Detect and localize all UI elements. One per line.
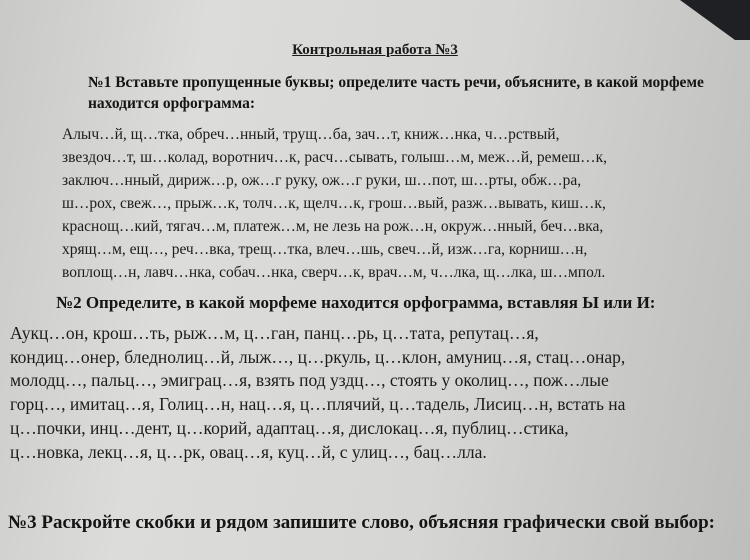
task1-heading: №1 Вставьте пропущенные буквы; определите часть речи, объясните, в какой морфеме находится орфограмма: xyxy=(88,74,704,112)
task3-heading: №3 Раскройте скобки и рядом запишите слово, объясняя графически свой выбор: xyxy=(8,512,715,533)
task1-line: Алыч…й, щ…тка, обреч…нный, трущ…ба, зач…т, книж…нка, ч…рствый, xyxy=(62,126,560,143)
task2-heading: №2 Определите, в какой морфеме находится орфограмма, вставляя Ы или И: xyxy=(56,293,656,312)
task2-line: ц…почки, инц…дент, ц…корий, адаптац…я, дислокац…я, публиц…стика, xyxy=(10,417,569,438)
task1-words xyxy=(62,123,607,284)
task2-words xyxy=(10,322,625,464)
task2-line: молодц…, пальц…, эмиграц…я, взять под уздц…, стоять у околиц…, пож…лые xyxy=(10,370,609,391)
task1-line: воплощ…н, лавч…нка, собач…нка, сверч…к, врач…м, ч…лка, щ…лка, ш…мпол. xyxy=(62,264,606,281)
task2-line: ц…новка, лекц…я, ц…рк, овац…я, куц…й, с улиц…, бац…лла. xyxy=(10,441,487,462)
task1-line: ш…рох, свеж…, прыж…к, толч…к, щелч…к, грош…вый, разж…вывать, киш…к, xyxy=(62,195,606,212)
task2-line: Аукц…он, крош…ть, рыж…м, ц…ган, панц…рь, ц…тата, репутац…я, xyxy=(10,323,539,343)
task2-line: горц…, имитац…я, Голиц…н, нац…я, ц…плячий, ц…тадель, Лисиц…н, встать на xyxy=(10,394,626,415)
task2-line: кондиц…онер, бледнолиц…й, лыж…, ц…ркуль, ц…клон, амуниц…я, стац…онар, xyxy=(10,346,626,367)
task1-line: звездоч…т, ш…колад, воротнич…к, расч…сывать, голыш…м, меж…й, ремеш…к, xyxy=(62,149,608,166)
task1-line: хрящ…м, ещ…, реч…вка, трещ…тка, влеч…шь, свеч…й, изж…га, корниш…н, xyxy=(62,241,588,258)
task1-line: заключ…нный, дириж…р, ож…г руку, ож…г руки, ш…пот, ш…рты, обж…ра, xyxy=(62,172,582,189)
background-corner xyxy=(650,0,750,40)
task1-line: краснощ…кий, тягач…м, платеж…м, не лезь на рож…н, окруж…нный, беч…вка, xyxy=(62,218,604,235)
document-title: Контрольная работа №3 xyxy=(292,42,458,58)
